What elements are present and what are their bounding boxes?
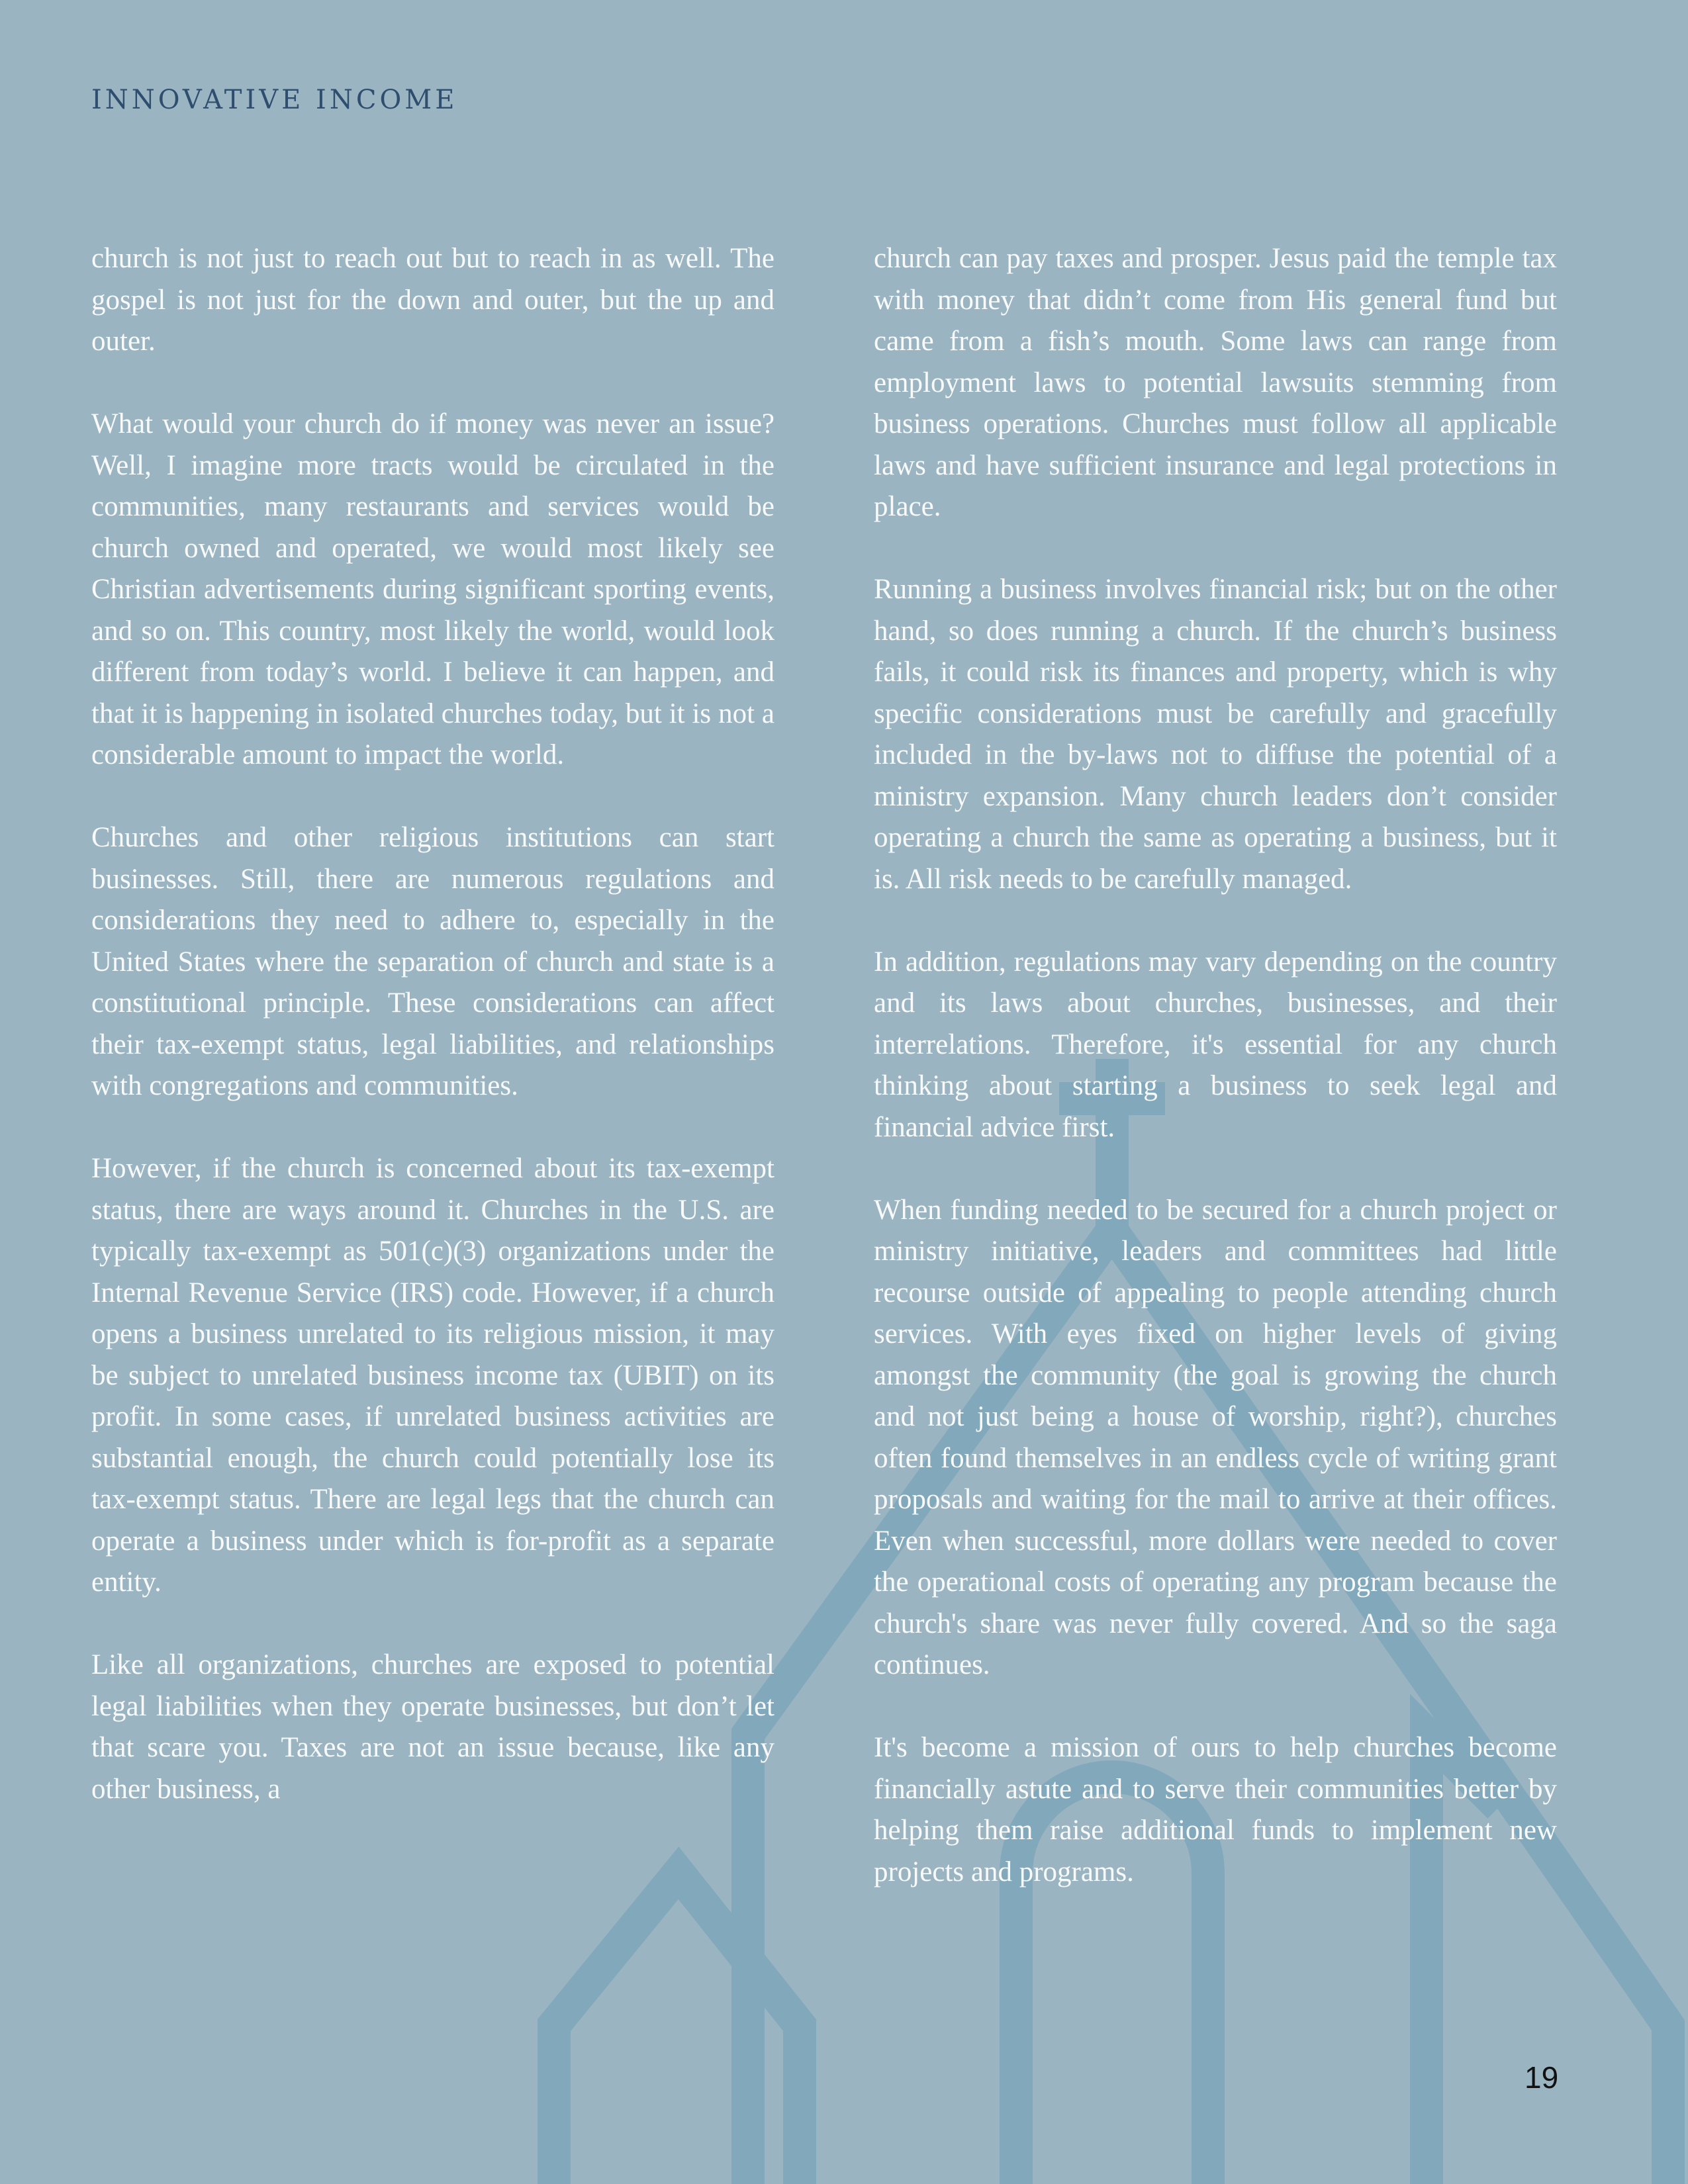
left-text-column bbox=[91, 238, 774, 1852]
paragraph: It's become a mission of ours to help churches become financially astute and to serve their communities better by helping them raise additional funds to implement new projects and programs. bbox=[874, 1732, 1557, 1888]
right-text-column bbox=[874, 238, 1557, 1934]
paragraph: church is not just to reach out but to reach in as well. The gospel is not just for the down and outer, but the up and outer. bbox=[91, 243, 774, 357]
paragraph: When funding needed to be secured for a church project or ministry initiative, leaders and committees had little recourse outside of appealing to people attending church services. With eyes fixed on higher levels of giving amongst the community (the goal is growing the church and not just being a house of worship, right?), churches often found themselves in an endless cycle of writing grant proposals and waiting for the mail to arrive at their offices. Even when successful, more dollars were needed to cover the operational costs of operating any program because the church's share was never fully covered. And so the saga continues. bbox=[874, 1194, 1557, 1680]
page-header-title: INNOVATIVE INCOME bbox=[91, 85, 458, 115]
paragraph: Churches and other religious institutions can start businesses. Still, there are numerous regulations and considerations they need to adhere to, especially in the United States where the separation of church and state is a constitutional principle. These considerations can affect their tax-exempt status, legal liabilities, and relationships with congregations and communities. bbox=[91, 822, 774, 1101]
paragraph: However, if the church is concerned about its tax-exempt status, there are ways around it. Churches in the U.S. are typically tax-exempt as 501(c)(3) organizations under the Internal Revenue Service (IRS) code. However, if a church opens a business unrelated to its religious mission, it may be subject to unrelated business income tax (UBIT) on its profit. In some cases, if unrelated business activities are substantial enough, the church could potentially lose its tax-exempt status. There are legal legs that the church can operate a business under which is for-profit as a separate entity. bbox=[91, 1153, 774, 1598]
paragraph: Like all organizations, churches are exposed to potential legal liabilities when they operate businesses, but don’t let that scare you. Taxes are not an issue because, like any other business, a bbox=[91, 1649, 774, 1805]
paragraph: Running a business involves financial risk; but on the other hand, so does running a church. If the church’s business fails, it could risk its finances and property, which is why specific considerations must be carefully and gracefully included in the by-laws not to diffuse the potential of a ministry expansion. Many church leaders don’t consider operating a church the same as operating a business, but it is. All risk needs to be carefully managed. bbox=[874, 574, 1557, 895]
paragraph: church can pay taxes and prosper. Jesus paid the temple tax with money that didn’t come from His general fund but came from a fish’s mouth. Some laws can range from employment laws to potential lawsuits stemming from business operations. Churches must follow all applicable laws and have sufficient insurance and legal protections in place. bbox=[874, 243, 1557, 522]
paragraph: In addition, regulations may vary depending on the country and its laws about churches, businesses, and their interrelations. Therefore, it's essential for any church thinking about starting a business to seek legal and financial advice first. bbox=[874, 946, 1557, 1143]
paragraph: What would your church do if money was never an issue? Well, I imagine more tracts would be circulated in the communities, many restaurants and services would be church owned and operated, we would most likely see Christian advertisements during significant sporting events, and so on. This country, most likely the world, would look different from today’s world. I believe it can happen, and that it is happening in isolated churches today, but it is not a considerable amount to impact the world. bbox=[91, 408, 774, 770]
page-number: 19 bbox=[1524, 2060, 1559, 2095]
